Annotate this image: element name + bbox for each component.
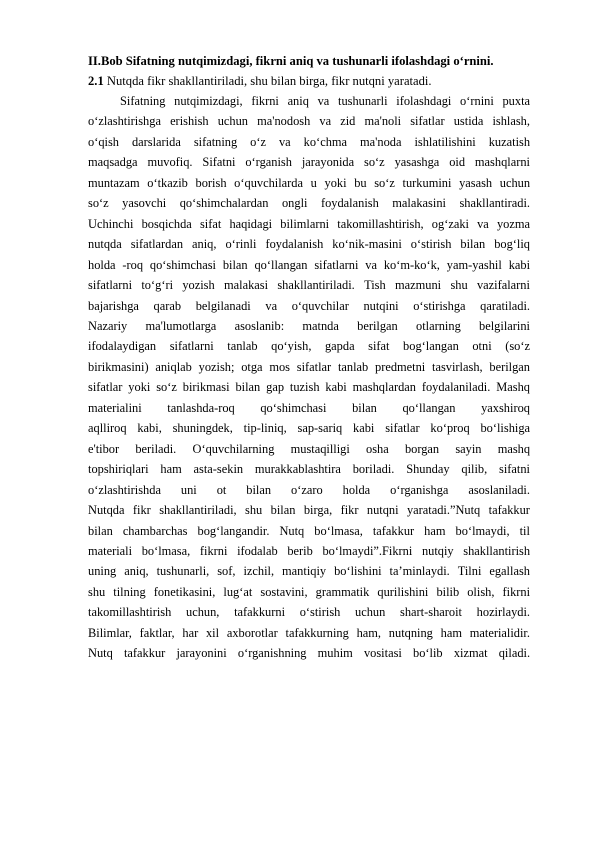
body-paragraph <box>88 91 530 664</box>
chapter-heading: II.Bob Sifatning nutqimizdagi, fikrni aniq va tushunarli ifolashdagi o‘rnini. <box>88 54 494 68</box>
body-line: holda -roq qo‘shimchasi bilan qo‘llangan sifatlarni va ko‘m-ko‘k, yam-yashil kabi <box>88 257 530 272</box>
body-line: materialini tanlashda-roq qo‘shimchasi bilan qo‘llangan yaxshiroq <box>88 400 530 415</box>
body-line: maqsadga muvofiq. Sifatni o‘rganish jarayonida so‘z yasashga oid mashqlarni <box>88 155 530 170</box>
body-line: ifodalaydigan sifatlarni tanlab qo‘yish, gapda sifat bog‘langan otni (so‘z <box>88 339 530 354</box>
body-line: Nutqda fikr shakllantiriladi, shu bilan birga, fikr nutqni yaratadi.”Nutq tafakkur <box>88 503 530 518</box>
body-line: Nazariy ma'lumotlarga asoslanib: matnda berilgan otlarning belgilarini <box>88 318 530 333</box>
body-line: sifatlarni to‘g‘ri yozish malakasi shakllantiriladi. Tish mazmuni shu vazifalarni <box>88 278 530 293</box>
section-title: Nutqda fikr shakllantiriladi, shu bilan birga, fikr nutqni yaratadi. <box>103 74 432 88</box>
body-line: uning aniq, tushunarli, sof, izchil, mantiqiy bo‘lishini ta’minlaydi. Tilni egallash <box>88 564 530 579</box>
body-line: takomillashtirish uchun, tafakkurni o‘stirish uchun shart-sharoit hozirlaydi. <box>88 605 530 620</box>
body-line: topshiriqlari ham asta-sekin murakkablashtira boriladi. Shunday qilib, sifatni <box>88 462 530 477</box>
section-heading <box>88 71 530 91</box>
body-line: bajarishga qarab belgilanadi va o‘quvchilar nutqini o‘stirishga qaratiladi. <box>88 298 530 313</box>
body-line: birikmasini) aniqlab yozish; otga mos sifatlar tanlab predmetni tasvirlash, berilgan <box>88 359 530 374</box>
body-line: muntazam o‘tkazib borish o‘quvchilarda u yoki bu so‘z turkumini yasash uchun <box>88 175 530 190</box>
body-line: o‘qish darslarida sifatning o‘z va ko‘chma ma'noda ishlatilishini kuzatish <box>88 134 530 149</box>
body-line: shu tilning fonetikasini, lug‘at sostavini, grammatik qurilishini bilib olish, fikrni <box>88 584 530 599</box>
document-page <box>88 51 530 664</box>
body-line: so‘z yasovchi qo‘shimchalardan ongli foydalanish malakasini shakllantiradi. <box>88 196 530 211</box>
body-line: o‘zlashtirishga erishish uchun ma'nodosh va zid ma'noli sifatlar ustida ishlash, <box>88 114 530 129</box>
body-line: Sifatning nutqimizdagi, fikrni aniq va tushunarli ifolashdagi o‘rnini puxta <box>120 94 530 108</box>
body-line: materiali bo‘lmasa, fikrni ifodalab berib bo‘lmaydi”.Fikrni nutqiy shakllantirish <box>88 543 530 558</box>
body-line: Nutq tafakkur jarayonini o‘rganishning muhim vositasi bo‘lib xizmat qiladi. <box>88 646 530 661</box>
body-line: sifatlar yoki so‘z birikmasi bilan gap tuzish kabi mashqlardan foydalaniladi. Mashq <box>88 380 530 395</box>
body-line: Bilimlar, faktlar, har xil axborotlar tafakkurning ham, nutqning ham materialidir. <box>88 625 530 640</box>
body-line: o‘zlashtirishda uni ot bilan o‘zaro holda o‘rganishga asoslaniladi. <box>88 482 530 497</box>
body-line: nutqda sifatlardan aniq, o‘rinli foydalanish ko‘nik-masini o‘stirish bilan bog‘liq <box>88 237 530 252</box>
body-line: Uchinchi bosqichda sifat haqidagi bilimlarni takomillashtirish, og‘zaki va yozma <box>88 216 530 231</box>
section-number: 2.1 <box>88 74 104 88</box>
body-line: aqlliroq kabi, shuningdek, tip-liniq, sap-sariq kabi sifatlar ko‘proq bo‘lishiga <box>88 421 530 436</box>
body-line: bilan chambarchas bog‘langandir. Nutq bo‘lmasa, tafakkur ham bo‘lmaydi, til <box>88 523 530 538</box>
body-line: e'tibor beriladi. O‘quvchilarning mustaqilligi osha borgan sayin mashq <box>88 441 530 456</box>
